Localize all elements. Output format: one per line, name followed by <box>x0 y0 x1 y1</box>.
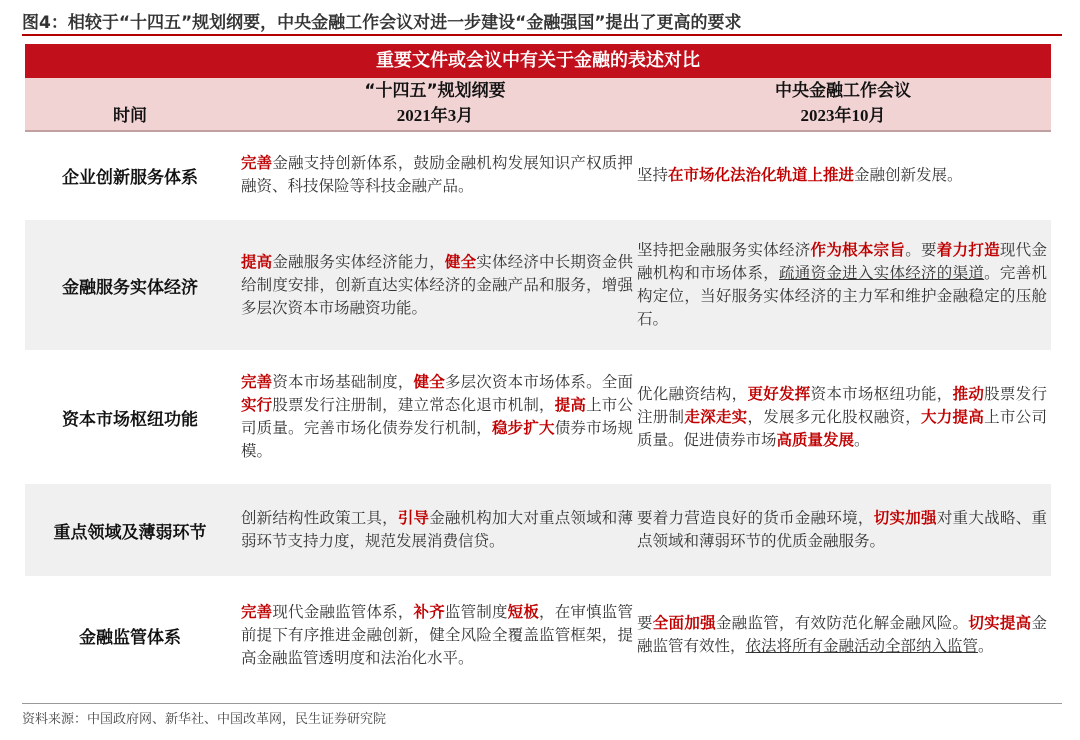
plan-cell <box>241 576 633 694</box>
highlight-text: 完善 <box>241 154 273 172</box>
header-plan-date: 2021年3月 <box>396 106 474 125</box>
plan-cell <box>241 220 633 350</box>
text-run: 现代金融监管体系， <box>272 602 414 621</box>
text-run: ，发展多元化股权融资， <box>747 407 921 426</box>
highlight-text: 完善 <box>241 373 273 391</box>
highlight-text: 补齐 <box>413 602 445 621</box>
plan-cell <box>241 484 633 576</box>
text-run: 坚持把金融服务实体经济 <box>637 241 811 259</box>
text-run: 金融创新发展。 <box>854 165 963 184</box>
conference-text <box>637 164 963 187</box>
header-conference-title: 中央金融工作会议 <box>775 81 911 101</box>
header-plan-title: “十四五”规划纲要 <box>364 81 506 101</box>
header-time <box>25 78 235 130</box>
conference-cell <box>637 350 1047 484</box>
table-row <box>25 220 1051 350</box>
text-run: 股票发行注册制，建立常态化退市机制， <box>272 396 555 414</box>
highlight-text: 作为根本宗旨 <box>810 241 906 259</box>
conference-cell <box>637 484 1047 576</box>
conference-text <box>637 239 1047 331</box>
text-run: 资本市场基础制度， <box>272 373 414 391</box>
highlight-text: 引导 <box>397 509 430 527</box>
text-run: 。完善机构定位，当好服务实体经济的主力军和维护金融稳定的压舱石。 <box>637 264 1047 328</box>
conference-text <box>637 383 1047 452</box>
table-row <box>25 576 1051 694</box>
text-run: 金融机构加大对重点领域和薄弱环节支持力度，规范发展消费信贷。 <box>241 509 633 550</box>
text-run: 创新结构性政策工具， <box>241 509 398 527</box>
plan-text <box>241 251 633 320</box>
row-category: 金融服务实体经济 <box>62 277 198 298</box>
row-category: 企业创新服务体系 <box>62 167 198 188</box>
text-run: 要 <box>637 614 653 632</box>
highlight-text: 推动 <box>952 384 985 403</box>
highlight-text: 切实加强 <box>873 509 937 527</box>
text-run: 多层次资本市场体系。全面 <box>444 373 633 391</box>
text-run: ，在审慎监管前提下有序推进金融创新，健全风险全覆盖监管框架，提高金融监管透明度和法治化水平。 <box>241 602 633 667</box>
highlight-text: 短板 <box>507 602 540 621</box>
text-run: 。要 <box>905 241 937 259</box>
text-run: 。 <box>978 637 994 655</box>
highlight-text: 在市场化法治化轨道上推进 <box>668 165 855 184</box>
header-conference <box>635 78 1051 130</box>
table-row <box>25 130 1051 220</box>
title-rule <box>22 34 1062 36</box>
row-category: 资本市场枢纽功能 <box>62 409 198 430</box>
bottom-rule <box>22 703 1062 704</box>
text-run: 监管制度 <box>444 602 508 621</box>
highlight-text: 全面加强 <box>652 614 716 632</box>
highlight-text: 稳步扩大 <box>491 419 555 437</box>
text-run: 坚持 <box>637 165 669 184</box>
table-row <box>25 484 1051 576</box>
conference-cell <box>637 220 1047 350</box>
text-run: 。 <box>854 430 870 449</box>
table-header <box>25 78 1051 132</box>
plan-cell <box>241 350 633 484</box>
table-row <box>25 350 1051 484</box>
conference-text <box>637 507 1047 553</box>
highlight-text: 实行 <box>241 396 273 414</box>
highlight-text: 提高 <box>241 252 273 271</box>
highlight-text: 大力提高 <box>921 407 985 426</box>
conference-text <box>637 612 1047 658</box>
text-run: 资本市场枢纽功能， <box>810 384 953 403</box>
plan-cell <box>241 130 633 220</box>
highlight-text: 走深走实 <box>684 407 748 426</box>
underlined-text: 疏通资金进入实体经济的渠道 <box>779 264 985 282</box>
figure-title: 图4：相较于“十四五”规划纲要，中央金融工作会议对进一步建设“金融强国”提出了更高的要求 <box>22 13 742 33</box>
conference-cell <box>637 576 1047 694</box>
source-note: 资料来源：中国政府网、新华社、中国改革网，民生证券研究院 <box>22 712 387 727</box>
highlight-text: 健全 <box>413 373 445 391</box>
highlight-text: 提高 <box>554 396 587 414</box>
plan-text <box>241 371 633 463</box>
highlight-text: 着力打造 <box>936 241 1000 259</box>
text-run: 上市公司质量。完善市场化债券发行机制， <box>241 396 633 437</box>
underlined-text: 依法将所有金融活动全部纳入监管 <box>745 637 979 655</box>
header-plan <box>235 78 635 130</box>
highlight-text: 高质量发展 <box>776 430 855 449</box>
highlight-text: 更好发挥 <box>747 384 811 403</box>
text-run: 金融监管，有效防范化解金融风险。 <box>715 614 969 632</box>
header-conference-date: 2023年10月 <box>800 106 886 125</box>
table-banner: 重要文件或会议中有关于金融的表述对比 <box>25 44 1051 78</box>
text-run: 要着力营造良好的货币金融环境， <box>637 509 874 527</box>
text-run: 上市公司质量。促进债券市场 <box>637 407 1047 449</box>
text-run: 金融监管有效性， <box>637 614 1047 655</box>
conference-cell <box>637 130 1047 220</box>
plan-text <box>241 601 633 670</box>
row-category: 金融监管体系 <box>79 627 181 648</box>
highlight-text: 完善 <box>241 602 273 621</box>
text-run: 金融服务实体经济能力， <box>272 252 445 271</box>
plan-text <box>241 152 633 198</box>
text-run: 实体经济中长期资金供给制度安排，创新直达实体经济的金融产品和服务，增强多层次资本市场融资功能。 <box>241 252 633 317</box>
text-run: 债券市场规模。 <box>241 419 633 460</box>
text-run: 现代金融机构和市场体系， <box>637 241 1047 282</box>
text-run: 优化融资结构， <box>637 384 748 403</box>
highlight-text: 健全 <box>444 252 477 271</box>
text-run: 对重大战略、重点领域和薄弱环节的优质金融服务。 <box>637 509 1047 550</box>
text-run: 股票发行注册制 <box>637 384 1047 426</box>
row-category: 重点领域及薄弱环节 <box>53 522 207 543</box>
highlight-text: 切实提高 <box>968 614 1032 632</box>
text-run: 金融支持创新体系，鼓励金融机构发展知识产权质押融资、科技保险等科技金融产品。 <box>241 154 633 195</box>
header-time-label: 时间 <box>113 106 147 126</box>
plan-text <box>241 507 633 553</box>
